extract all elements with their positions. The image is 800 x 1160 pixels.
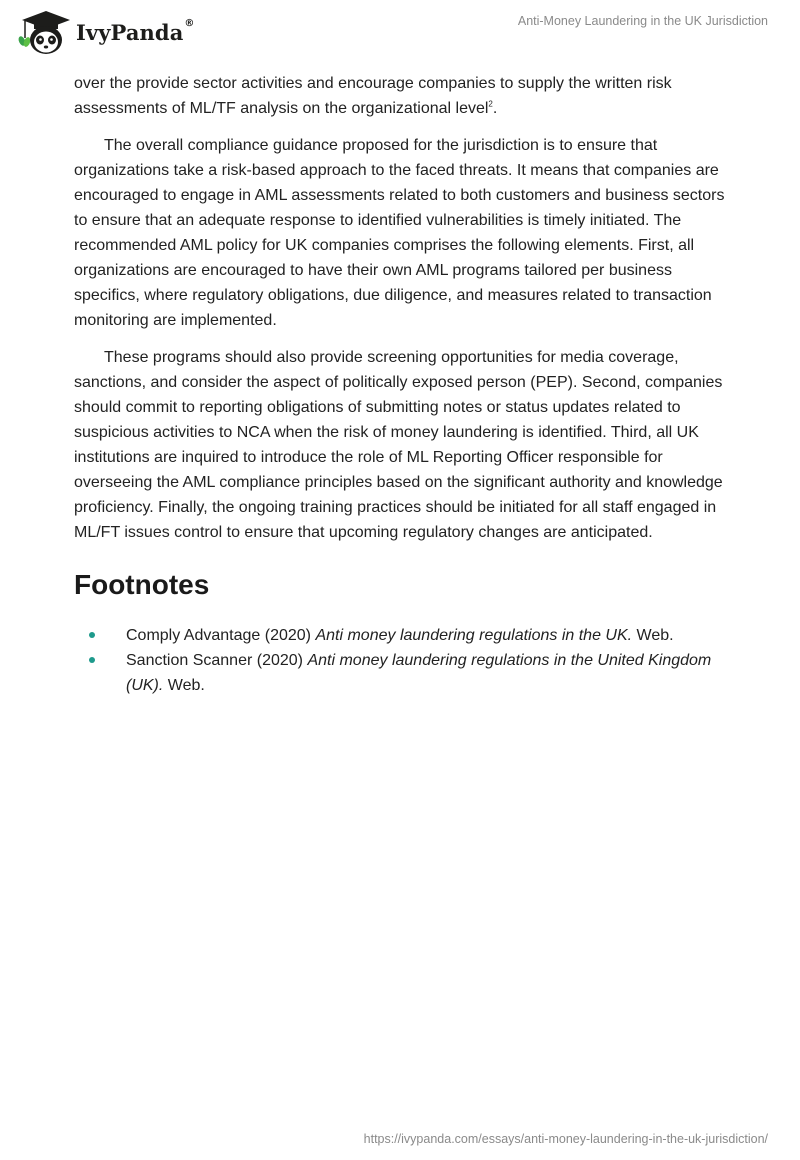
page-header bbox=[0, 0, 800, 60]
footnote-title: Anti money laundering regulations in the UK. bbox=[315, 627, 633, 644]
footnotes-heading: Footnotes bbox=[74, 569, 210, 600]
registered-mark: ® bbox=[184, 17, 195, 29]
paragraph-1 bbox=[74, 71, 726, 121]
footnote-author: Comply Advantage (2020) bbox=[126, 627, 316, 644]
footnote-author: Sanction Scanner (2020) bbox=[126, 652, 308, 669]
footnote-ref-2[interactable]: 2 bbox=[488, 99, 493, 109]
footnote-web: Web. bbox=[163, 677, 205, 694]
source-url[interactable]: https://ivypanda.com/essays/anti-money-laundering-in-the-uk-jurisdiction/ bbox=[363, 1132, 768, 1146]
paragraph-1-text: over the provide sector activities and encourage companies to supply the written risk assessments of ML/TF analysis on the organizational level bbox=[74, 75, 672, 117]
footnotes-list bbox=[74, 623, 726, 698]
footnote-title: Anti money laundering regulations in the United Kingdom (UK). bbox=[126, 652, 712, 694]
paragraph-1-end: . bbox=[492, 100, 498, 117]
essay-content bbox=[74, 71, 726, 698]
panda-graduate-icon bbox=[14, 8, 74, 56]
ivypanda-logo[interactable] bbox=[14, 8, 195, 56]
paragraph-2: The overall compliance guidance proposed for the jurisdiction is to ensure that organizations take a risk-based approach to the faced threats. It means that companies are encouraged to engage in AML assessments related to both customers and business sectors to ensure that an adequate response to identified vulnerabilities is timely initiated. The recommended AML policy for UK companies comprises the following elements. First, all organizations are encouraged to have their own AML programs tailored per business specifics, where regulatory obligations, due diligence, and measures related to transaction monitoring are implemented. bbox=[74, 137, 725, 329]
paragraph-3: These programs should also provide screening opportunities for media coverage, sanctions, and consider the aspect of politically exposed person (PEP). Second, companies should commit to reporting obligations of submitting notes or status updates related to suspicious activities to NCA when the risk of money laundering is identified. Third, all UK institutions are inquired to introduce the role of ML Reporting Officer responsible for overseeing the AML compliance principles based on the significant authority and knowledge proficiency. Finally, the ongoing training practices should be initiated for all staff engaged in ML/FT issues control to ensure that upcoming regulatory changes are anticipated. bbox=[74, 349, 723, 541]
footnote-item bbox=[126, 648, 726, 698]
footnote-web: Web. bbox=[632, 627, 674, 644]
footnote-item bbox=[126, 623, 726, 648]
running-title: Anti-Money Laundering in the UK Jurisdiction bbox=[517, 14, 768, 28]
brand-name: IvyPanda® bbox=[76, 17, 195, 45]
